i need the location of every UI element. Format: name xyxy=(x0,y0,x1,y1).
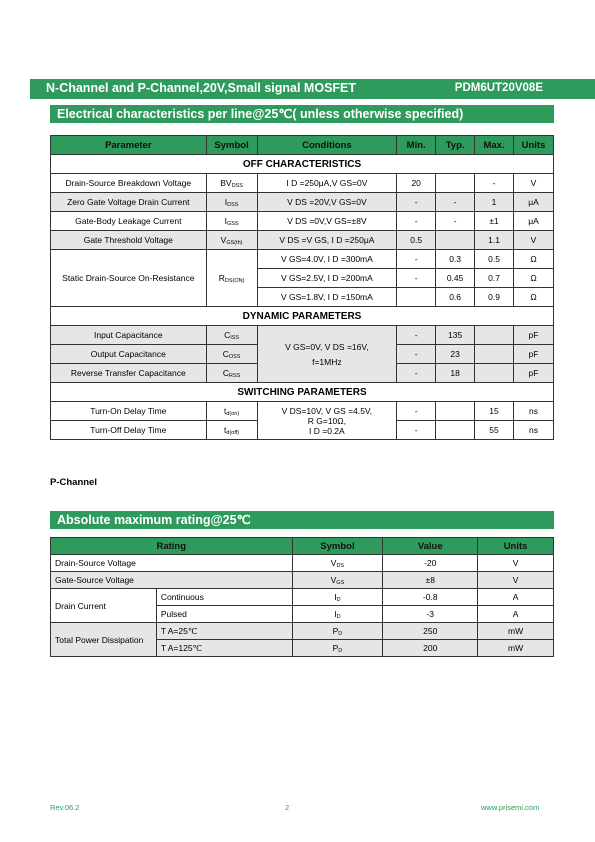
electrical-characteristics-table xyxy=(50,135,554,440)
table-row xyxy=(51,623,554,640)
symbol-cell: VGS(th) xyxy=(206,231,257,250)
col-rating: Rating xyxy=(51,538,293,555)
min-cell xyxy=(397,288,436,307)
param-cell: Output Capacitance xyxy=(51,345,207,364)
max-cell: - xyxy=(475,174,514,193)
col-symbol: Symbol xyxy=(292,538,383,555)
max-cell: 1.1 xyxy=(475,231,514,250)
max-cell: 0.7 xyxy=(475,269,514,288)
max-cell: 15 xyxy=(475,402,514,421)
rating-cell: Gate-Source Voltage xyxy=(51,572,293,589)
condition-cell: I D =250μA,V GS=0V xyxy=(257,174,397,193)
condition-cell: V DS =0V,V GS=±8V xyxy=(257,212,397,231)
rating-cell: Drain Current xyxy=(51,589,157,623)
unit-cell: V xyxy=(478,572,554,589)
param-cell: Gate Threshold Voltage xyxy=(51,231,207,250)
min-cell: - xyxy=(397,326,436,345)
symbol-cell: BVDSS xyxy=(206,174,257,193)
typ-cell: 135 xyxy=(436,326,475,345)
symbol-cell: CISS xyxy=(206,326,257,345)
min-cell: - xyxy=(397,250,436,269)
col-units: Units xyxy=(478,538,554,555)
value-cell: 200 xyxy=(383,640,478,657)
p-channel-label: P-Channel xyxy=(50,477,97,488)
condition-cell: V GS=0V, V DS =16V, f=1MHz xyxy=(257,326,397,383)
col-typ: Typ. xyxy=(436,136,475,155)
electrical-section-bar xyxy=(50,105,554,123)
typ-cell xyxy=(436,402,475,421)
max-cell xyxy=(475,364,514,383)
typ-cell: - xyxy=(436,193,475,212)
symbol-cell: VGS xyxy=(292,572,383,589)
param-cell: Turn-On Delay Time xyxy=(51,402,207,421)
table-row xyxy=(51,193,554,212)
max-cell: 0.5 xyxy=(475,250,514,269)
param-cell: Input Capacitance xyxy=(51,326,207,345)
min-cell: - xyxy=(397,421,436,440)
unit-cell: V xyxy=(514,231,554,250)
unit-cell: pF xyxy=(514,364,554,383)
condition-cell: V GS=2.5V, I D =200mA xyxy=(257,269,397,288)
part-number: PDM6UT20V08E xyxy=(454,82,543,94)
min-cell: 0.5 xyxy=(397,231,436,250)
max-cell: ±1 xyxy=(475,212,514,231)
value-cell: 250 xyxy=(383,623,478,640)
table-row xyxy=(51,326,554,345)
header-bar xyxy=(30,79,595,99)
max-cell: 55 xyxy=(475,421,514,440)
unit-cell: μA xyxy=(514,212,554,231)
unit-cell: mW xyxy=(478,623,554,640)
condition-cell: V GS=4.0V, I D =300mA xyxy=(257,250,397,269)
unit-cell: V xyxy=(514,174,554,193)
off-characteristics-heading: OFF CHARACTERISTICS xyxy=(51,155,554,174)
param-cell: Static Drain-Source On-Resistance xyxy=(51,250,207,307)
min-cell: - xyxy=(397,364,436,383)
symbol-cell: VDS xyxy=(292,555,383,572)
symbol-cell: PD xyxy=(292,623,383,640)
unit-cell: V xyxy=(478,555,554,572)
switching-parameters-heading: SWITCHING PARAMETERS xyxy=(51,383,554,402)
min-cell: - xyxy=(397,345,436,364)
typ-cell: - xyxy=(436,212,475,231)
max-cell xyxy=(475,326,514,345)
symbol-cell: COSS xyxy=(206,345,257,364)
table-row xyxy=(51,589,554,606)
unit-cell: A xyxy=(478,606,554,623)
min-cell: - xyxy=(397,193,436,212)
table-row xyxy=(51,231,554,250)
symbol-cell: RDS(ON) xyxy=(206,250,257,307)
symbol-cell: td(on) xyxy=(206,402,257,421)
rating-cell: Drain-Source Voltage xyxy=(51,555,293,572)
footer-website-link[interactable]: www.prisemi.com xyxy=(481,803,540,812)
symbol-cell: PD xyxy=(292,640,383,657)
table-row xyxy=(51,250,554,269)
typ-cell: 0.3 xyxy=(436,250,475,269)
value-cell: -20 xyxy=(383,555,478,572)
dynamic-parameters-heading: DYNAMIC PARAMETERS xyxy=(51,307,554,326)
condition-cell: V DS =20V,V GS=0V xyxy=(257,193,397,212)
symbol-cell: IDSS xyxy=(206,193,257,212)
typ-cell: 0.6 xyxy=(436,288,475,307)
unit-cell: μA xyxy=(514,193,554,212)
unit-cell: Ω xyxy=(514,250,554,269)
table-row xyxy=(51,402,554,421)
typ-cell: 23 xyxy=(436,345,475,364)
typ-cell xyxy=(436,421,475,440)
typ-cell: 18 xyxy=(436,364,475,383)
unit-cell: ns xyxy=(514,421,554,440)
typ-cell xyxy=(436,231,475,250)
max-cell: 0.9 xyxy=(475,288,514,307)
table-row xyxy=(51,572,554,589)
document-title: N-Channel and P-Channel,20V,Small signal MOSFET xyxy=(46,81,357,95)
footer-page-number: 2 xyxy=(285,803,290,812)
max-cell xyxy=(475,345,514,364)
symbol-cell: IGSS xyxy=(206,212,257,231)
table-row xyxy=(51,212,554,231)
col-max: Max. xyxy=(475,136,514,155)
condition-cell: V DS =V GS, I D =250μA xyxy=(257,231,397,250)
unit-cell: ns xyxy=(514,402,554,421)
min-cell: - xyxy=(397,402,436,421)
condition-cell: T A=25℃ xyxy=(156,623,292,640)
electrical-section-title: Electrical characteristics per line@25℃( unless otherwise specified) xyxy=(57,107,464,121)
absolute-rating-section-title: Absolute maximum rating@25℃ xyxy=(57,513,251,527)
min-cell: - xyxy=(397,212,436,231)
unit-cell: pF xyxy=(514,345,554,364)
condition-cell: V DS=10V, V GS =4.5V, R G=10Ω, I D =0.2A xyxy=(257,402,397,440)
condition-cell: V GS=1.8V, I D =150mA xyxy=(257,288,397,307)
condition-cell: Pulsed xyxy=(156,606,292,623)
unit-cell: mW xyxy=(478,640,554,657)
typ-cell xyxy=(436,174,475,193)
param-cell: Drain-Source Breakdown Voltage xyxy=(51,174,207,193)
col-conditions: Conditions xyxy=(257,136,397,155)
param-cell: Reverse Transfer Capacitance xyxy=(51,364,207,383)
param-cell: Gate-Body Leakage Current xyxy=(51,212,207,231)
symbol-cell: ID xyxy=(292,606,383,623)
table-row xyxy=(51,555,554,572)
unit-cell: pF xyxy=(514,326,554,345)
condition-cell: Continuous xyxy=(156,589,292,606)
condition-cell: T A=125℃ xyxy=(156,640,292,657)
symbol-cell: td(off) xyxy=(206,421,257,440)
col-parameter: Parameter xyxy=(51,136,207,155)
value-cell: -0.8 xyxy=(383,589,478,606)
param-cell: Zero Gate Voltage Drain Current xyxy=(51,193,207,212)
max-cell: 1 xyxy=(475,193,514,212)
col-symbol: Symbol xyxy=(206,136,257,155)
col-value: Value xyxy=(383,538,478,555)
min-cell: 20 xyxy=(397,174,436,193)
unit-cell: Ω xyxy=(514,269,554,288)
value-cell: -3 xyxy=(383,606,478,623)
min-cell: - xyxy=(397,269,436,288)
rating-cell: Total Power Dissipation xyxy=(51,623,157,657)
col-min: Min. xyxy=(397,136,436,155)
value-cell: ±8 xyxy=(383,572,478,589)
absolute-maximum-rating-table xyxy=(50,537,554,657)
footer-revision: Rev.06.2 xyxy=(50,803,80,812)
unit-cell: A xyxy=(478,589,554,606)
typ-cell: 0.45 xyxy=(436,269,475,288)
col-units: Units xyxy=(514,136,554,155)
param-cell: Turn-Off Delay Time xyxy=(51,421,207,440)
unit-cell: Ω xyxy=(514,288,554,307)
table-row xyxy=(51,174,554,193)
symbol-cell: CRSS xyxy=(206,364,257,383)
symbol-cell: ID xyxy=(292,589,383,606)
absolute-rating-section-bar xyxy=(50,511,554,529)
